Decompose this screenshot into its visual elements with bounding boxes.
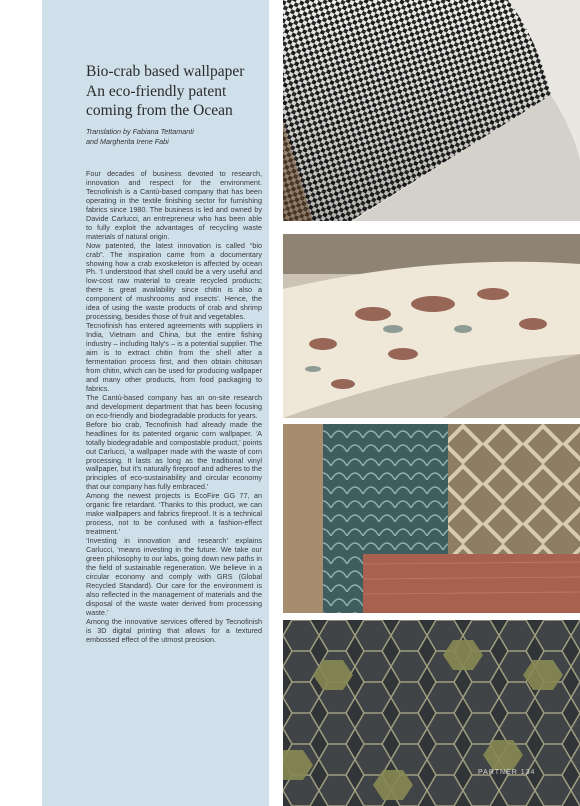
woven-fabric-roll-photo [283, 0, 580, 221]
article-title-line: Bio-crab based wallpaper [86, 63, 245, 80]
body-paragraph: The Cantù-based company has an on-site research and development department that has been focusing on eco-friendly and biodegradable products for years. [86, 392, 262, 420]
credits-line: Translation by Fabiana Tettamanti [86, 127, 194, 136]
floral-print-roll-photo [283, 234, 580, 418]
article-title-line: coming from the Ocean [86, 102, 233, 119]
body-paragraph: Before bio crab, Tecnofinish had already made the headlines for its patented organic corn wallpaper. ‘A totally biodegradable and compostable product,’ points out Carlucci, ‘a wallpaper made with the waste of corn processing. It lasts as long as the traditional vinyl wallpaper, but it’s naturally fireproof and adheres to the principles of eco-sustainability and circular economy that our company has fully embraced.’ [86, 419, 262, 492]
article-title-line: An eco-friendly patent [86, 82, 227, 100]
body-paragraph: Now patented, the latest innovation is called “bio crab”. The inspiration came from a documentary showing how a crab exoskeleton is affected by ocean Ph. ‘I understood that shell could be a very useful and low-cost raw material to create recycled products; there is great availability since chitin is also a component of mushrooms and insects’. Hence, the idea of using the waste products of crab and shrimp processing, besides those of fruit and vegetables. [86, 240, 262, 322]
translation-credits [86, 127, 266, 147]
body-paragraph: Four decades of business devoted to research, innovation and respect for the environment. Tecnofinish is a Cantù-based company that has been operating in the textile finishing sector for furnishing fabrics since 1980. The business is led and owned by Davide Carlucci, an entrepreneur who has been able to fully exploit the advantages of recycling waste materials of natural origin. [86, 169, 262, 241]
body-paragraph: Among the newest projects is EcoFire GG 77, an organic fire retardant. ‘Thanks to this product, we can make wallpapers and fabrics fireproof. It is a technical process, not to be confused with a fashion-effect treatment.’ [86, 491, 262, 537]
page-footer: PARTNER 134 [478, 769, 536, 776]
credits-line: and Margherita Irene Fabi [86, 137, 169, 146]
body-paragraph: Tecnofinish has entered agreements with suppliers in India, Vietnam and China, but the entire fishing industry – including Italy’s – is a potential supplier. The aim is to extract chitin from the shell after a fermentation process first, and then obtain chitosan from chitin, which can be used for producing wallpaper and many other products, from food packaging to fabrics. [86, 321, 262, 393]
fabric-swatches-photo [283, 424, 580, 613]
body-paragraph: ‘Investing in innovation and research’ explains Carlucci, ‘means investing in the future. We take our green philosophy to our labs, going down new paths in the field of sustainable regeneration. We believe in a circular economy and comply with GRS (Global Recycled Standard). Our care for the environment is also reflected in the management of materials and the disposal of the waste water derived from processing waste.’ [86, 536, 262, 617]
hexagon-pattern-photo [283, 620, 580, 806]
body-paragraph: Among the innovative services offered by Tecnofinish is 3D digital printing that allows for a textured embossed effect of the utmost precision. [86, 616, 262, 644]
article-body [86, 170, 262, 645]
article-title [86, 62, 266, 121]
